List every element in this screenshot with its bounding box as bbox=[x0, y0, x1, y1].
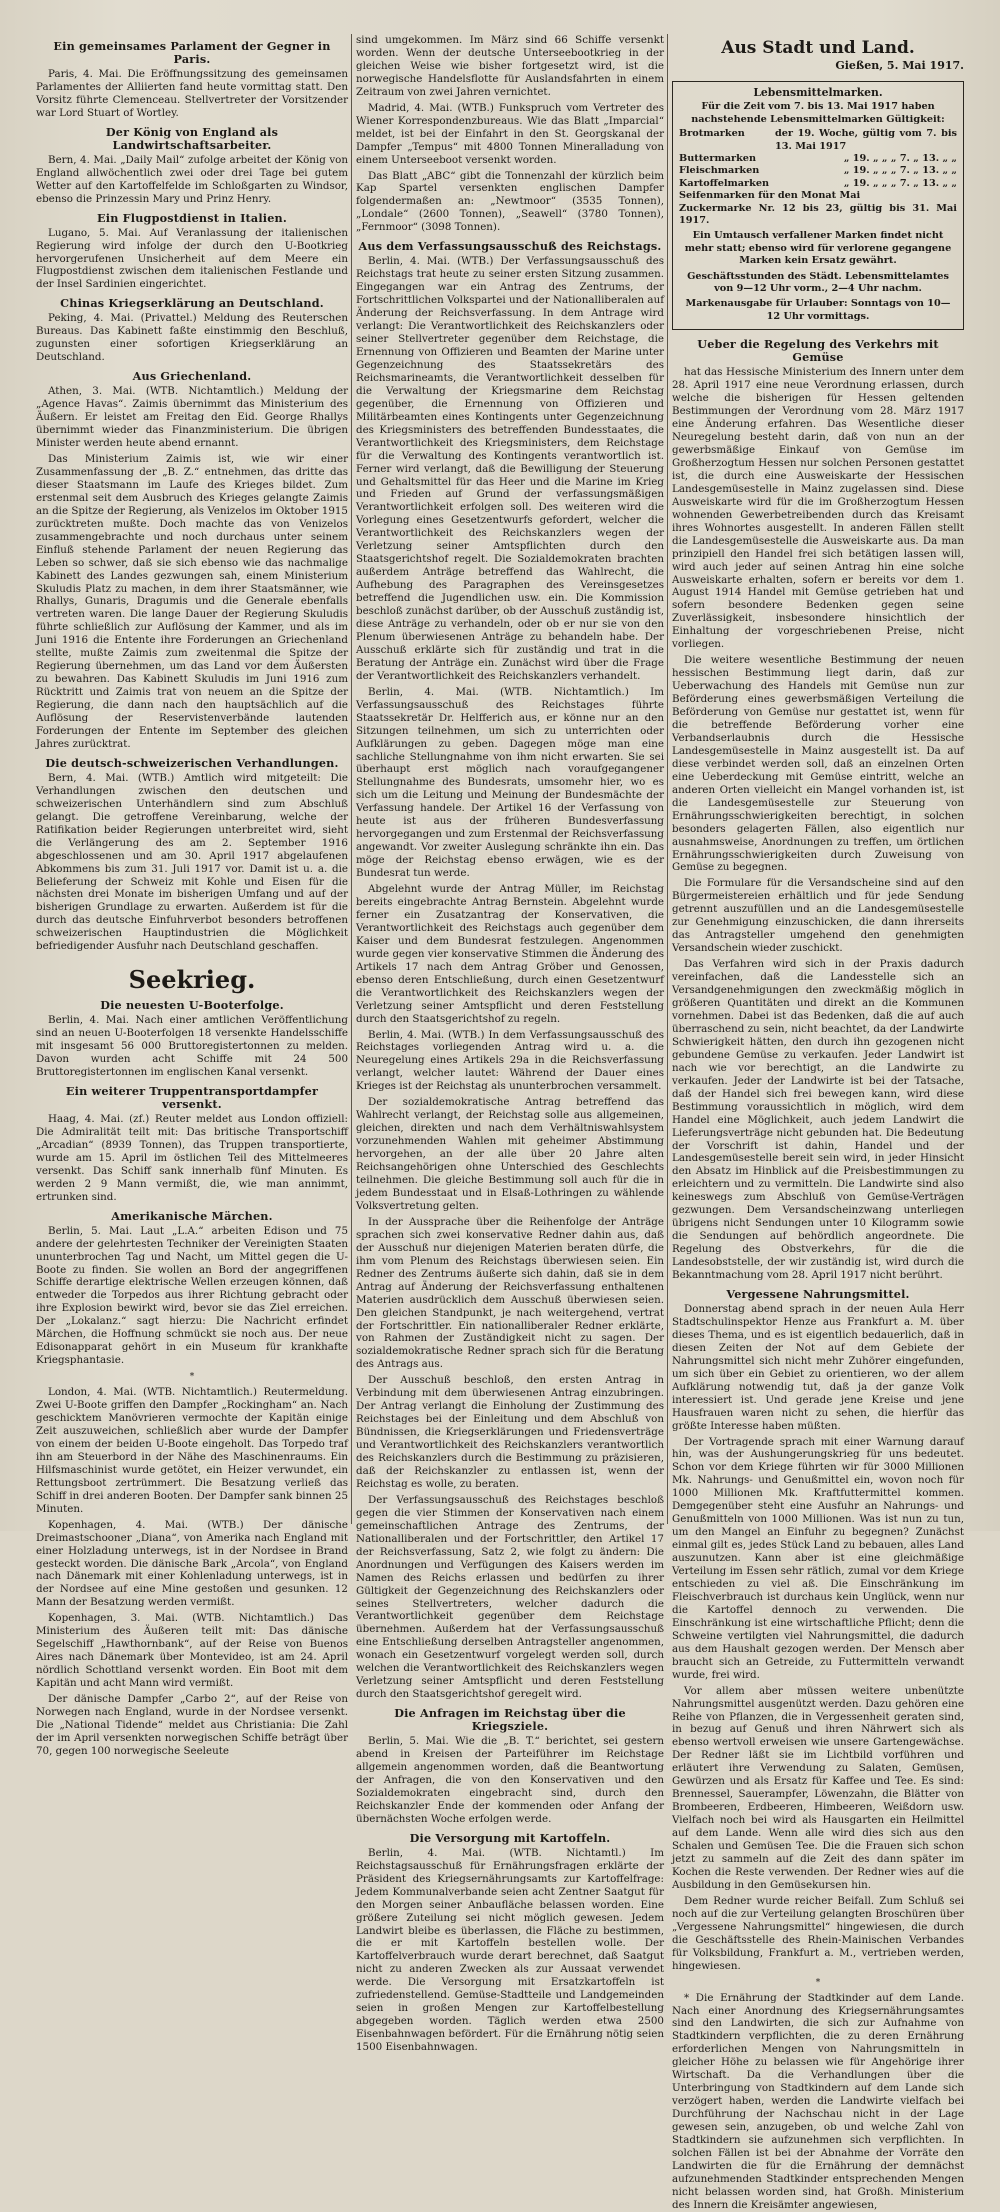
article-paragraph: hat das Hessische Ministerium des Innern unter dem 28. April 1917 eine neue Verordnung erlassen, durch welche die bisherigen für Hessen geltenden Bestimmungen der Verordnung vom 28. März 1917 eine Änderung erfahren. Das Wesentliche dieser Neuregelung besteht darin, daß von nun an der gewerbsmäßige Einkauf von Gemüse im Großherzogtum Hessen nur solchen Personen gestattet ist, die durch eine Ausweiskarte der Hessischen Landesgemüsestelle in Mainz zugelassen sind. Diese Ausweiskarte wird für die im Großherzogtum Hessen wohnenden Gewerbetreibenden durch das Kreisamt ihres Wohnortes ausgestellt. In anderen Fällen stellt die Landesgemüsestelle die Ausweiskarte aus. Da man prinzipiell den Handel frei sich betätigen lassen will, wird auch jeder auf seinen Antrag hin eine solche Ausweiskarte erhalten, sofern er bereits vor dem 1. August 1914 Handel mit Gemüse getrieben hat und sofern besondere Bedenken gegen seine Zuverlässigkeit, insbesondere hinsichtlich der Einhaltung der vorgeschriebenen Preise, nicht vorliegen. bbox=[672, 366, 964, 651]
article-paragraph: Haag, 4. Mai. (zf.) Reuter meldet aus London offiziell: Die Admiralität teilt mit: Das britische Transportschiff „Arcadian“ (8939 Tonnen), das Truppen transportierte, wurde am 15. April im östlichen Teil des Mittelmeeres versenkt. Das Schiff sank innerhalb fünf Minuten. Es werden 2 9 Mann vermißt, die, wie man annimmt, ertrunken sind. bbox=[36, 1113, 348, 1203]
article-paragraph: Der Ausschuß beschloß, den ersten Antrag in Verbindung mit dem überwiesenen Antrag einzubringen. Der Antrag verlangt die Einholung der Zustimmung des Reichstages bei der Einleitung und dem Abschluß von Bündnissen, die Kriegserklärungen und Friedensverträge und Verantwortlichkeit des Reichskanzlers verantwortlich des Reichskanzlers durch die Bestimmung zu präzisieren, daß der Reichskanzler zu entlassen ist, wenn der Reichstag es wolle, zu beraten. bbox=[356, 1374, 664, 1490]
article-paragraph: Madrid, 4. Mai. (WTB.) Funkspruch vom Vertreter des Wiener Korrespondenzbureaus. Wie das Blatt „Imparcial“ meldet, ist bei der Einfahrt in den St. Georgskanal der Dampfer „Tempus“ mit 4800 Tonnen Mineralladung von einem Unterseeboot versenkt worden. bbox=[356, 101, 664, 166]
article-headline: Chinas Kriegserklärung an Deutschland. bbox=[60, 296, 324, 311]
article-paragraph: Abgelehnt wurde der Antrag Müller, im Reichstag bereits eingebrachte Antrag Bernstein. Abgelehnt wurde ferner ein Zusatzantrag der Konservativen, die Verantwortlichkeit des Reichstags auch gegenüber dem Kaiser und dem Bundesrat festzulegen. Angenommen wurde gegen vier konservative Stimmen die Änderung des Artikels 17 nach dem Antrag Gröber und Genossen, ebenso deren Entschließung, durch einen Gesetzentwurf die Verantwortlichkeit des Reichskanzlers wegen der Verletzung seiner Amtspflicht und deren Feststellung durch den Staatsgerichtshof zu regeln. bbox=[356, 883, 664, 1025]
notice-title: Lebensmittelmarken. bbox=[753, 85, 883, 99]
notice-row: Buttermarken „ 19. „ „ „ 7. „ 13. „ „ bbox=[679, 152, 957, 164]
article-paragraph: Vor allem aber müssen weitere unbenützte Nahrungsmittel ausgenützt werden. Dazu gehören eine Reihe von Pflanzen, die in Vergessenheit geraten sind, in bezug auf Genuß und ihren Nährwert sich als ebenso wertvoll erweisen wie unsere Gartengewächse. Der Redner läßt sie im Lichtbild vorführen und erläutert ihre Verwendung zu Salaten, Gemüsen, Gewürzen und als Ersatz für Kaffee und Tee. Es sind: Brennessel, Sauerampfer, Löwenzahn, die Blätter von Brombeeren, Erdbeeren, Himbeeren, Weißdorn usw. Vielfach noch bei wird als Hausgarten ein Heilmittel auf dem Lande. Wenn alle wird dies sich aus den Schalen und Gemüsen Tee. Die die Frauen sich schon jetzt zu sammeln auf die Zeit des dann später im Kochen die Reste verwenden. Der Redner wies auf die Ausbildung in den Gemüsekursen hin. bbox=[672, 1684, 964, 1891]
notice-vacation: Markenausgabe für Urlauber: Sonntags von 10—12 Uhr vormittags. bbox=[685, 298, 951, 322]
notice-row: Fleischmarken „ 19. „ „ „ 7. „ 13. „ „ bbox=[679, 165, 957, 177]
article-headline: Die Versorgung mit Kartoffeln. bbox=[409, 1830, 611, 1845]
article-paragraph: Paris, 4. Mai. Die Eröffnungssitzung des gemeinsamen Parlamentes der Alliierten fand heute vormittag statt. Den Vorsitz führte Clemenceau. Stellvertreter der Vorsitzender war Lord Stuart of Wortley. bbox=[36, 68, 348, 119]
article-paragraph: Athen, 3. Mai. (WTB. Nichtamtlich.) Meldung der „Agence Havas“. Zaimis übernimmt das Ministerium des Äußern. Er leistet am Freitag den Eid. George Rhallys übernimmt wieder das Finanzministerium. Die übrigen Minister werden heute abend ernannt. bbox=[36, 385, 348, 450]
notice-row: Kartoffelmarken „ 19. „ „ „ 7. „ 13. „ „ bbox=[679, 177, 957, 189]
article-paragraph: Der Vortragende sprach mit einer Warnung darauf hin, was der Aushungerungskrieg für uns bedeutet. Schon vor dem Kriege führten wir für 3000 Millionen Mk. Nahrungs- und Genußmittel ein, wovon noch für 1000 Millionen Mk. Kraftfuttermittel kommen. Demgegenüber steht eine Ausfuhr an Nahrungs- und Genußmitteln von 1000 Millionen. Was ist nun zu tun, um den Mangel an Einfuhr zu begegnen? Zunächst einmal gilt es, jedes Stück Land zu bebauen, alles Land auszunutzen. Kann aber ist eine gleichmäßige Verteilung im Essen sehr rätlich, zumal vor dem Kriege entschieden zu viel aß. Die Einschränkung im Fleischverbrauch ist durchaus kein Unglück, wenn nur die Kartoffel dennoch zu verwenden. Die Einschränkung ist eine wirtschaftliche Pflicht; denn die Schweine vertilgten viel Nahrungsmittel, die dadurch aus dem Haushalt gezogen werden. Der Mensch aber braucht sich an Getreide, zu Futtermitteln verwandt wurde, frei wird. bbox=[672, 1435, 964, 1681]
article-headline: Die Anfragen im Reichstag über die Kriegsziele. bbox=[394, 1706, 626, 1734]
article-headline: Ein weiterer Truppentransportdampfer versenkt. bbox=[65, 1084, 319, 1111]
article-paragraph: Der Verfassungsausschuß des Reichstages beschloß gegen die vier Stimmen der Konservativen nach einem gemeinschaftlichen Antrage des Zentrums, der Nationalliberalen und der Fortschrittler, den Artikel 17 der Reichsverfassung, Satz 2, wie folgt zu ändern: Die Anordnungen und Verfügungen des Kaisers werden im Namen des Reichs erlassen und bedürfen zu ihrer Gültigkeit der Gegenzeichnung des Reichskanzlers oder seines Stellvertreters, welcher dadurch die Verantwortlichkeit gegenüber dem Reichstage übernehmen. Außerdem hat der Verfassungsausschuß eine Entschließung derselben Antragsteller angenommen, wonach ein Gesetzentwurf vorgelegt werden soll, durch welchen die Verantwortlichkeit des Reichskanzlers wegen Verletzung seiner Amtspflicht und deren Feststellung durch den Staatsgerichtshof geregelt wird. bbox=[356, 1493, 664, 1701]
article-paragraph: Das Verfahren wird sich in der Praxis dadurch vereinfachen, daß die Landesstelle sich an Versandgenehmigungen den zweckmäßig möglich in größeren Quantitäten und direkt an die Kommunen vornehmen. Dabei ist das Bedenken, daß die auf auch überraschend zu sein, nicht beachtet, da der Landwirte Schwierigkeit hätten, den durch ihn gezogenen nicht gebundene Gemüse zu verkaufen. Jeder Landwirt ist nach wie vor berechtigt, an die Landwirte zu verkaufen. Jeder der Landwirte ist bei der Tatsache, daß der Handel sich frei bewegen kann, wird diese Bestimmung voraussichtlich in möglich, wird dem Handel eine Möglichkeit, auch jedem Landwirt die Lieferungsverträge nicht gebunden hat. Die Bedeutung der Vorschrift ist dahin, Handel und der Landesgemüsestelle bereit sein wird, in jeder Hinsicht den Absatz im Hinblick auf die Preisbestimmungen zu erleichtern und zu vermitteln. Die Landwirte sind also keineswegs zum Abschluß von Gemüse-Verträgen gezwungen. Dem Versandscheinzwang unterliegen übrigens nicht Sendungen unter 10 Kilogramm sowie die Sendungen auf behördlich angeordnete. Die Regelung des Obstverkehrs, für die die Landesobststelle, der wir zuständig ist, wird durch die Bekanntmachung vom 28. April 1917 nicht berührt. bbox=[672, 958, 964, 1282]
local-news-masthead: Aus Stadt und Land. bbox=[721, 38, 915, 58]
article-paragraph: Peking, 4. Mai. (Privattel.) Meldung des Reuterschen Bureaus. Das Kabinett faßte einstimmig den Beschluß, zugunsten einer sofortigen Kriegserklärung an Deutschland. bbox=[36, 312, 348, 364]
notice-warning: Ein Umtausch verfallener Marken findet nicht mehr statt; ebenso wird für verlorene gegangene Marken kein Ersatz gewährt. bbox=[684, 230, 952, 267]
notice-hours: Geschäftsstunden des Städt. Lebensmittelamtes von 9—12 Uhr vorm., 2—4 Uhr nachm. bbox=[687, 270, 949, 295]
article-headline: Ueber die Regelung des Verkehrs mit Gemüse bbox=[697, 337, 939, 365]
column-3-articles bbox=[672, 338, 964, 2211]
article-paragraph: Kopenhagen, 4. Mai. (WTB.) Der dänische Dreimastschooner „Diana“, von Amerika nach England mit einer Holzladung unterwegs, ist in der Nordsee in Brand gesteckt worden. Die dänische Bark „Arcola“, von England nach Dänemark mit einer Kohlenladung unterwegs, ist in der Nordsee auf eine Mine gestoßen und gesunken. 12 Mann der Besatzung werden vermißt. bbox=[36, 1518, 348, 1609]
dateline: Gießen, 5. Mai 1917. bbox=[835, 59, 964, 72]
article-paragraph: In der Aussprache über die Reihenfolge der Anträge sprachen sich zwei konservative Redner dahin aus, daß der Ausschuß nur diejenigen Materien beraten dürfe, die ihm vom Plenum des Reichstags überwiesen seien. Ein Redner des Zentrums äußerte sich dahin, daß sie in dem Antrag auf Änderung der Reichsverfassung enthaltenen Materien ausdrücklich dem Ausschuß überwiesen seien. Den gleichen Standpunkt, je nach weitergehend, vertrat der Fortschrittler. Ein nationalliberaler Redner erklärte, von Rahmen der Zuständigkeit nicht zu sagen. Der sozialdemokratische Redner sprach sich für die Beratung des Antrags aus. bbox=[356, 1215, 664, 1371]
section-title: Seekrieg. bbox=[128, 965, 256, 995]
article-paragraph: Der sozialdemokratische Antrag betreffend das Wahlrecht verlangt, der Reichstag solle aus allgemeinen, gleichen, direkten und nach dem Verhältniswahlsystem vorzunehmenden Wahlen mit geheimer Abstimmung hervorgehen, an der alle über 20 Jahre alten Reichsangehörigen ohne Unterschied des Geschlechts teilnehmen. Die gleiche Bestimmung soll auch für die in jedem Bundesstaat und in Elsaß-Lothringen zu wählende Volksvertretung gelten. bbox=[356, 1096, 664, 1212]
article-headline: Vergessene Nahrungsmittel. bbox=[726, 1286, 910, 1301]
ration-stamp-notice bbox=[672, 81, 964, 330]
separator-star: * bbox=[815, 1977, 821, 1988]
article-paragraph: Berlin, 4. Mai. (WTB. Nichtamtlich.) Im Verfassungsausschuß des Reichstages führte Staatssekretär Dr. Helfferich aus, er könne nur an den Sitzungen teilnehmen, um sich zu unterrichten oder Aufklärungen zu geben. Dagegen möge man eine sachliche Stellungnahme von ihm nicht erwarten. Sie sei überhaupt erst möglich nach voraufgegangener Stellungnahme des Bundesrats, umsomehr hier, wo es sich um die Leitung und Meinung der Bundesmächte der Verfassung handele. Der Artikel 16 der Verfassung von heute ist aus der früheren Bundesverfassung hervorgegangen und zum Erstenmal der Reichsverfassung angewandt. Vor zweiter Auslegung schränkte ihn ein. Das möge der Reichstag ebenso erwägen, wie es der Bundesrat tun werde. bbox=[356, 685, 664, 880]
article-headline: Die deutsch-schweizerischen Verhandlungen. bbox=[45, 755, 339, 770]
article-paragraph: Berlin, 4. Mai. (WTB. Nichtamtl.) Im Reichstagsausschuß für Ernährungsfragen erklärte der Präsident des Kriegsernährungsamts zur Kartoffelfrage: Jedem Kommunalverbande seien acht Zentner Saatgut für den Morgen seiner Anbaufläche belassen worden. Eine größere Zuteilung sei nicht möglich gewesen. Jedem Landwirt bleibe es überlassen, die Fläche zu bestimmen, die er mit Kartoffeln bestellen wolle. Der Kartoffelverbrauch wurde derart berechnet, daß Saatgut nicht zu anderen Zwecken als zur Aussaat verwendet werde. Die Versorgung mit Ersatzkartoffeln ist zufriedenstellend. Gemüse-Stadtteile und Landgemeinden seien in großen Mengen zur Kartoffelbestellung abgegeben worden. Täglich werden etwa 2500 Eisenbahnwagen befördert. Für die Ernährung nötig seien 1500 Eisenbahnwagen. bbox=[356, 1846, 664, 2054]
article-headline: Ein gemeinsames Parlament der Gegner in Paris. bbox=[53, 39, 331, 66]
article-paragraph: Die Formulare für die Versandscheine sind auf den Bürgermeistereien erhältlich und für jede Sendung getrennt auszufüllen und an die Landesgemüsestelle zur Genehmigung einzuschicken, die dann ihrerseits das Antragsteller umgehend den genehmigten Versandschein wieder zuschickt. bbox=[672, 877, 964, 955]
article-headline: Amerikanische Märchen. bbox=[111, 1208, 273, 1223]
article-paragraph: Das Blatt „ABC“ gibt die Tonnenzahl der kürzlich beim Kap Spartel versenkten englischen Dampfer folgendermaßen an: „Newtmoor“ (3535 Tonnen), „Londale“ (2600 Tonnen), „Seawell“ (3780 Tonnen), „Fernmoor“ (3098 Tonnen). bbox=[356, 169, 664, 234]
article-paragraph: Lugano, 5. Mai. Auf Veranlassung der italienischen Regierung wird infolge der durch den U-Bootkrieg hervorgerufenen Unsicherheit auf dem Meere ein Flugpostdienst zwischen dem italienischen Festlande und der Insel Sardinien eingerichtet. bbox=[36, 226, 348, 291]
column-1 bbox=[36, 34, 348, 1757]
notice-extra: Zuckermarke Nr. 12 bis 23, gültig bis 31. Mai 1917. bbox=[679, 202, 957, 227]
article-paragraph: London, 4. Mai. (WTB. Nichtamtlich.) Reutermeldung. Zwei U-Boote griffen den Dampfer „Rockingham“ an. Nach geschicktem Manövrieren vermochte der Kapitän einige Zeit auszuweichen, schließlich aber wurde der Dampfer von einem der beiden U-Boote eingeholt. Das Torpedo traf ihn am Steuerbord in der Nähe des Maschinenraums. Ein Hilfsmaschinist wurde getötet, ein Heizer verwundet, ein Rettungsboot zertrümmert. Die Besatzung verließ das Schiff in drei anderen Booten. Der Dampfer sank binnen 25 Minuten. bbox=[36, 1386, 348, 1515]
article-paragraph: Das Ministerium Zaimis ist, wie wir einer Zusammenfassung der „B. Z.“ entnehmen, das dritte das dieser Staatsmann im Laufe des Krieges bildet. Zum erstenmal seit dem Ausbruch des Krieges gelangte Zaimis an die Spitze der Regierung, als Venizelos im Oktober 1915 zurücktreten mußte. Doch machte das von Venizelos zusammengebrachte und noch durchaus unter seinem Einfluß stehende Parlament der neuen Regierung das Leben so schwer, daß sie sich ebenso wie das nachmalige Kabinett des Landes gezwungen sah, einem Ministerium Skuludis Platz zu machen, in dem ihrer Staatsmänner, wie Rhallys, Gunaris, Dragumis und die Generale ebenfalls vertreten waren. Die lange Dauer der Regierung Skuludis führte schließlich zur Auflösung der Kammer, und als im Juni 1916 die Entente ihre Forderungen an Griechenland stellte, mußte Zaimis zum zweitenmal die Spitze der Regierung übernehmen, um das Land vor dem Äußersten zu bewahren. Das Kabinett Skuludis im Juni 1916 zum Rücktritt und Zaimis trat von neuem an die Spitze der Regierung, die dann nach den hauptsächlich auf die Auflösung der Reservistenverbände lautenden Forderungen der Entente im September des gleichen Jahres zurücktrat. bbox=[36, 452, 348, 750]
article-headline: Die neuesten U-Booterfolge. bbox=[100, 998, 284, 1013]
column-3 bbox=[672, 34, 964, 2211]
article-paragraph: Donnerstag abend sprach in der neuen Aula Herr Stadtschulinspektor Henze aus Frankfurt a. M. über dieses Thema, und es ist eigentlich bedauerlich, daß in diesen Zeiten der Not auf dem Gebiete der Nahrungsmittel sich nicht mehr Zuhörer eingefunden, um sich über ein Gebiet zu orientieren, wo der allem Aufklärung notwendig tut, daß ja der ganze Volk interessiert ist. Und gerade jene Kreise und jene Hausfrauen waren nicht zu sehen, die hierfür das größte Interesse haben müßten. bbox=[672, 1302, 964, 1432]
separator-star: * bbox=[189, 1372, 195, 1383]
column-rule bbox=[351, 34, 352, 1524]
article-paragraph: Berlin, 5. Mai. Laut „L.A.“ arbeiten Edison und 75 andere der gelehrtesten Techniker der Vereinigten Staaten ununterbrochen Tag und Nacht, um Mittel gegen die U-Boote zu finden. Sie wollen an Bord der angegriffenen Schiffe derartige elektrische Wellen erzeugen können, daß entweder die Torpedos aus ihrer Richtung gebracht oder ihre Explosion bewirkt wird, bevor sie das Ziel erreichen. Der „Lokalanz.“ sagt hierzu: Die Nachricht erfindet Märchen, die Hoffnung schmückt sie noch aus. Der neue Edisonapparat gehört in ein Museum für krankhafte Kriegsphantasie. bbox=[36, 1224, 348, 1367]
article-paragraph: sind umgekommen. Im März sind 66 Schiffe versenkt worden. Wenn der deutsche Unterseebootkrieg in der gleichen Weise wie bisher fortgesetzt wird, ist die norwegische Handelsflotte für Auslandsfahrten in einem Zeitraum von zwei Jahren vernichtet. bbox=[356, 34, 664, 98]
notice-extra: Seifenmarken für den Monat Mai bbox=[679, 190, 861, 202]
article-paragraph: Der dänische Dampfer „Carbo 2“, auf der Reise von Norwegen nach England, wurde in der Nordsee versenkt. Die „National Tidende“ meldet aus Christiania: Die Zahl der im April versenkten norwegischen Schiffe beträgt über 70, gegen 100 norwegische Seeleute bbox=[36, 1693, 348, 1757]
article-paragraph: Berlin, 5. Mai. Wie die „B. T.“ berichtet, sei gestern abend in Kreisen der Parteiführer im Reichstage allgemein angenommen worden, daß die Beantwortung der Anfragen, die von den Konservativen und den Sozialdemokraten eingebracht sind, durch den Reichskanzler Ende der kommenden oder Anfang der übernächsten Woche erfolgen werde. bbox=[356, 1735, 664, 1825]
article-paragraph: Berlin, 4. Mai. (WTB.) Der Verfassungsausschuß des Reichstags trat heute zu seiner ersten Sitzung zusammen. Eingegangen war ein Antrag des Zentrums, der Fortschrittlichen Volkspartei und der Nationalliberalen auf Änderung der Reichsverfassung. In dem Antrage wird verlangt: Die Verantwortlichkeit des Reichskanzlers oder seiner Stellvertreter gegenüber dem Reichstage, die Ernennung von Offizieren und Beamten der Marine unter Gegenzeichnung des Staatssekretärs des Reichsmarineamts, die Verantwortlichkeit desselben für die Verwaltung der Kriegsmarine dem Reichstag gegenüber, die Ernennung von Offizieren und Militärbeamten eines Kontingents unter Gegenzeichnung des Kriegsministers des betreffenden Bundesstaates, die Verantwortlichkeit des Kriegsministers, dem Reichstage für die Verwaltung des Kontingents verantwortlich ist. Ferner wird verlangt, daß die Bewilligung der Steuerung und Gehaltsmittel für das Heer und die Marine im Krieg und Frieden auf Grund der verfassungsmäßigen Verantwortlichkeit erfolgen soll. Des weiteren wird die Vorlegung eines Gesetzentwurfs gefordert, welcher die Verantwortlichkeit des Reichskanzlers wegen der Verletzung seiner Amtspflichten durch den Staatsgerichtshof regelt. Die Sozialdemokraten brachten außerdem Anträge betreffend das Wahlrecht, die Aufhebung des Paragraphen des Vereinsgesetzes betreffend die Jugendlichen usw. ein. Die Kommission beschloß zunächst darüber, ob der Ausschuß zuständig ist, diese Anträge zu verhandeln, oder ob er nur sie von den Plenum überwiesenen Anträge zu behandeln habe. Der Ausschuß erklärte sich für zuständig und trat in die Beratung der Anträge ein. Zunächst wird über die Frage der Verantwortlichkeit des Reichskanzlers verhandelt. bbox=[356, 255, 665, 682]
article-paragraph: Die weitere wesentliche Bestimmung der neuen hessischen Bestimmung liegt darin, daß zur Ueberwachung des Handels mit Gemüse nun zur Beförderung eines gewerbsmäßigen Verteilung die Beförderung von Gemüse nur gestattet ist, wenn für die betreffende Beförderung vorher eine Verbandserlaubnis durch die Hessische Landesgemüsestelle in Mainz ausgestellt ist. Da auf diese verbindet werden soll, daß an einzelnen Orten eine Ueberdeckung mit Gemüse eintritt, welche an anderen Orten vielleicht ein Mangel vorhanden ist, ist die Landesgemüsestelle zur Steuerung von Ernährungsschwierigkeiten berechtigt, in solchen besonders gelagerten Fällen, also eigentlich nur ausnahmsweise, Anordnungen zu treffen, um örtlichen Ernährungsschwierigkeiten durch Zuweisung von Gemüse zu begegnen. bbox=[672, 654, 964, 874]
article-paragraph: Kopenhagen, 3. Mai. (WTB. Nichtamtlich.) Das Ministerium des Äußeren teilt mit: Das dänische Segelschiff „Hawthornbank“, auf der Reise von Buenos Aires nach Dänemark über Montevideo, ist am 24. April nördlich Schottland versenkt worden. Ein Boot mit dem Kapitän und acht Mann wird vermißt. bbox=[36, 1612, 348, 1690]
article-headline: Der König von England als Landwirtschaftsarbeiter. bbox=[105, 124, 279, 152]
article-paragraph: Dem Redner wurde reicher Beifall. Zum Schluß sei noch auf die zur Verteilung gelangten Broschüren über „Vergessene Nahrungsmittel“ hingewiesen, die durch die Geschäftsstelle des Rhein-Mainischen Verbandes für Volksbildung, Frankfurt a. M., vertrieben werden, hingewiesen. bbox=[672, 1894, 964, 1972]
article-paragraph: Bern, 4. Mai. „Daily Mail“ zufolge arbeitet der König von England allwöchentlich zwei oder drei Tage bei gutem Wetter auf den Kartoffelfelde im Schloßgarten zu Windsor, ebenso die Prinzessin Mary und Prinz Henry. bbox=[36, 153, 348, 205]
article-headline: Aus dem Verfassungsausschuß des Reichstags. bbox=[358, 239, 662, 254]
article-paragraph: Berlin, 4. Mai. (WTB.) In dem Verfassungsausschuß des Reichstages vorliegenden Antrag wird u. a. die Neuregelung eines Artikels 29a in die Reichsverfassung verlangt, welcher lautet: Während der Dauer eines Krieges ist der Reichstag als ununterbrochen versammelt. bbox=[356, 1028, 664, 1093]
column-2 bbox=[356, 34, 665, 2054]
article-headline: Aus Griechenland. bbox=[132, 369, 252, 384]
notice-row: Brotmarken der 19. Woche, gültig vom 7. bis 13. Mai 1917 bbox=[679, 128, 957, 152]
column-rule bbox=[667, 34, 668, 1524]
article-paragraph: * Die Ernährung der Stadtkinder auf dem Lande. Nach einer Anordnung des Kriegsernährungsamtes sind den Landwirten, die sich zur Aufnahme von Stadtkindern verpflichten, die zu deren Ernährung erforderlichen Mengen von Nahrungsmitteln in gleicher Höhe zu belassen wie für Angehörige ihrer Wirtschaft. Da die Verhandlungen über die Unterbringung von Stadtkindern auf dem Lande sich verzögert haben, werden die Landwirte vielfach bei Durchführung der Nachschau nicht in der Lage gewesen sein, anzugeben, ob und welche Zahl von Stadtkindern sie aufzunehmen sich verpflichten. In solchen Fällen ist bei der Abnahme der Vorräte den Landwirten die für die Ernährung der demnächst aufzunehmenden Stadtkinder entsprechenden Mengen nicht belassen worden sind, hat Großh. Ministerium des Innern die Kreisämter angewiesen, bbox=[672, 1991, 964, 2211]
article-headline: Ein Flugpostdienst in Italien. bbox=[97, 210, 287, 225]
article-paragraph: Bern, 4. Mai. (WTB.) Amtlich wird mitgeteilt: Die Verhandlungen zwischen den deutschen und schweizerischen Unterhändlern sind zum Abschluß gelangt. Die getroffene Vereinbarung, welche der Ratifikation beider Regierungen unterbreitet wird, sieht die Verlängerung des am 2. September 1916 abgeschlossenen und am 30. April 1917 abgelaufenen Abkommens bis zum 31. Juli 1917 vor. Damit ist u. a. die Belieferung der Schweiz mit Kohle und Eisen für die nächsten drei Monate im bisherigen Umfang und auf der bisherigen Grundlage zu erwarten. Außerdem ist für die durch das deutsche Einfuhrverbot besonders betroffenen schweizerischen Hauptindustrien die Möglichkeit befriedigender Ausfuhr nach Deutschland geschaffen. bbox=[36, 771, 348, 953]
notice-intro: Für die Zeit vom 7. bis 13. Mai 1917 haben nachstehende Lebensmittelmarken Gültigkeit: bbox=[691, 101, 945, 125]
article-paragraph: Berlin, 4. Mai. Nach einer amtlichen Veröffentlichung sind an neuen U-Booterfolgen 18 versenkte Handelsschiffe mit insgesamt 56 000 Bruttoregistertonnen zu melden. Davon wurden acht Schiffe mit 24 500 Bruttoregistertonnen im englischen Kanal versenkt. bbox=[36, 1014, 348, 1079]
